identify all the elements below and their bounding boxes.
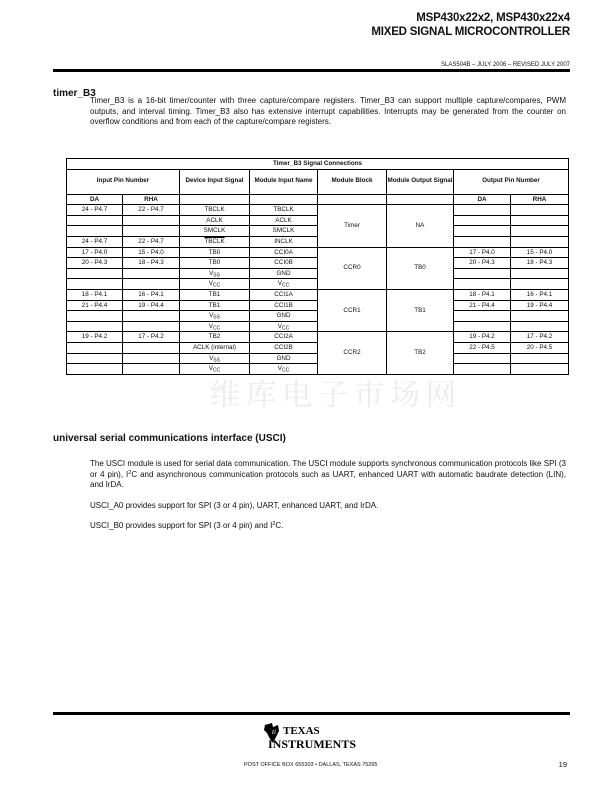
logo-line-2: INSTRUMENTS: [268, 737, 357, 751]
logo-line-1: TEXAS: [283, 725, 320, 737]
device-input-signal: [180, 236, 250, 247]
module-input-name-text: CCI0A: [274, 248, 293, 256]
title-line-1: MSP430x22x2, MSP430x22x4: [416, 12, 570, 24]
module-input-name: [250, 247, 318, 258]
output-pin-rha: 20 - P4.5: [511, 342, 569, 353]
watermark: 维库电子市场网: [210, 378, 462, 413]
device-input-signal: [180, 364, 250, 375]
module-output-signal: NA: [387, 205, 454, 247]
output-pin-da: 18 - P4.1: [454, 289, 511, 300]
input-pin-da: [67, 321, 123, 332]
column-header: Input Pin Number: [67, 169, 180, 194]
document-title: [371, 11, 570, 39]
module-input-name: [250, 321, 318, 332]
input-pin-rha: [123, 215, 180, 226]
output-pin-rha: [511, 353, 569, 364]
usci-heading: universal serial communications interface (USCI): [53, 433, 286, 444]
table-row: [67, 332, 569, 343]
input-pin-da: 24 - P4.7: [67, 205, 123, 216]
table-subheader-row: [67, 194, 569, 205]
input-pin-da: [67, 215, 123, 226]
module-block: CCR2: [318, 332, 387, 374]
output-pin-da: [454, 279, 511, 290]
device-input-signal-text: TB2: [208, 333, 221, 341]
module-input-name: [250, 279, 318, 290]
module-input-name: [250, 300, 318, 311]
input-pin-rha: 19 - P4.4: [123, 300, 180, 311]
texas-instruments-logo: [263, 721, 373, 751]
module-input-name-text: GND: [276, 354, 291, 362]
device-input-signal: [180, 321, 250, 332]
table-row: [67, 205, 569, 216]
subheader: RHA: [511, 194, 569, 205]
subheader: DA: [67, 194, 123, 205]
output-pin-da: 22 - P4.5: [454, 342, 511, 353]
module-input-name-text: TBCLK: [273, 206, 294, 214]
module-output-signal: TB2: [387, 332, 454, 374]
subheader: RHA: [123, 194, 180, 205]
input-pin-rha: 18 - P4.3: [123, 258, 180, 269]
column-header: Module Block: [318, 169, 387, 194]
output-pin-rha: 16 - P4.1: [511, 289, 569, 300]
header-rule: [53, 69, 570, 72]
device-input-signal: [180, 342, 250, 353]
device-input-signal-subscript: SS: [213, 357, 220, 363]
module-input-name-text: V: [277, 322, 282, 330]
usci-a0-paragraph: USCI_A0 provides support for SPI (3 or 4 pin), UART, enhanced UART, and IrDA.: [90, 501, 379, 510]
module-input-name: [250, 364, 318, 375]
device-input-signal-text: V: [209, 269, 214, 277]
device-input-signal-text: TBCLK: [204, 237, 225, 245]
module-input-name: [250, 311, 318, 322]
output-pin-rha: [511, 226, 569, 237]
module-input-name-text: V: [277, 365, 282, 373]
input-pin-da: [67, 279, 123, 290]
module-input-name-subscript: CC: [281, 367, 290, 374]
table-row: [67, 247, 569, 258]
device-input-signal: [180, 268, 250, 279]
module-input-name-subscript: CC: [281, 282, 290, 289]
input-pin-da: 24 - P4.7: [67, 236, 123, 247]
module-input-name: [250, 226, 318, 237]
module-input-name-text: GND: [276, 269, 291, 277]
module-block: Timer: [318, 205, 387, 247]
output-pin-da: 17 - P4.0: [454, 247, 511, 258]
input-pin-rha: [123, 353, 180, 364]
module-input-name-text: GND: [276, 312, 291, 320]
input-pin-da: [67, 226, 123, 237]
output-pin-da: [454, 321, 511, 332]
output-pin-rha: 17 - P4.2: [511, 332, 569, 343]
table-row: [67, 289, 569, 300]
device-input-signal: [180, 353, 250, 364]
device-input-signal-subscript: SS: [213, 314, 220, 321]
column-header: Module Input Name: [250, 169, 318, 194]
output-pin-rha: [511, 321, 569, 332]
output-pin-da: [454, 236, 511, 247]
module-input-name-text: SMCLK: [272, 227, 295, 235]
timer-b3-paragraph: Timer_B3 is a 16-bit timer/counter with three capture/compare registers. Timer_B3 can support multiple capture/compares, PWM outputs, and interval timing. Timer_B3 also has extensive interrupt capabilities. Interrupts may be generated from the counter on overflow conditions and from each of the capture/compare registers.: [90, 96, 566, 126]
table-header-row: [67, 169, 569, 194]
column-header: Module Output Signal: [387, 169, 454, 194]
device-input-signal-text: TB1: [208, 301, 221, 309]
input-pin-rha: [123, 364, 180, 375]
module-input-name-text: CCI2A: [274, 333, 293, 341]
input-pin-rha: 22 - P4.7: [123, 236, 180, 247]
footer-rule: [53, 712, 570, 715]
input-pin-da: [67, 353, 123, 364]
title-line-2: MIXED SIGNAL MICROCONTROLLER: [371, 26, 570, 38]
timer-b3-signal-table: [66, 158, 569, 375]
input-pin-rha: 17 - P4.2: [123, 332, 180, 343]
input-pin-da: [67, 342, 123, 353]
module-input-name-text: CCI0B: [274, 259, 293, 267]
device-input-signal: [180, 289, 250, 300]
output-pin-da: 21 - P4.4: [454, 300, 511, 311]
page-number: 19: [558, 760, 567, 769]
module-output-signal: TB0: [387, 247, 454, 289]
input-pin-rha: [123, 311, 180, 322]
module-block: CCR1: [318, 289, 387, 331]
module-input-name-subscript: CC: [281, 325, 290, 332]
output-pin-da: [454, 205, 511, 216]
device-input-signal-text: V: [208, 322, 213, 330]
device-input-signal: [180, 226, 250, 237]
subheader: DA: [454, 194, 511, 205]
device-input-signal: [180, 332, 250, 343]
device-input-signal-text: TB0: [208, 248, 221, 256]
input-pin-rha: 16 - P4.1: [123, 289, 180, 300]
device-input-signal-text: V: [208, 280, 213, 288]
module-input-name-text: CCI1B: [274, 301, 293, 309]
input-pin-rha: 22 - P4.7: [123, 205, 180, 216]
module-input-name-text: V: [277, 280, 282, 288]
device-input-signal: [180, 247, 250, 258]
device-input-signal: [180, 300, 250, 311]
device-input-signal-subscript: SS: [213, 272, 220, 279]
input-pin-rha: [123, 268, 180, 279]
module-input-name: [250, 215, 318, 226]
device-input-signal-text: TBCLK: [204, 206, 225, 214]
output-pin-rha: [511, 215, 569, 226]
input-pin-da: [67, 364, 123, 375]
output-pin-da: [454, 364, 511, 375]
module-output-signal: TB1: [387, 289, 454, 331]
input-pin-rha: [123, 226, 180, 237]
module-input-name: [250, 332, 318, 343]
device-input-signal-text: TB1: [208, 290, 221, 298]
output-pin-da: [454, 226, 511, 237]
device-input-signal: [180, 311, 250, 322]
usci-paragraph-1: The USCI module is used for serial data communication. The USCI module supports synchronous communication protocols like SPI (3 or 4 pin), $I^2C$ and asynchronous communication protocols such as UART, enhanced UART with automatic baudrate detection (LIN), and IrDA.: [90, 459, 566, 489]
table-caption: Timer_B3 Signal Connections: [67, 159, 569, 170]
module-input-name-text: INCLK: [274, 237, 293, 245]
input-pin-rha: 15 - P4.0: [123, 247, 180, 258]
output-pin-rha: [511, 236, 569, 247]
input-pin-da: [67, 268, 123, 279]
output-pin-da: [454, 353, 511, 364]
device-input-signal-text: V: [209, 312, 214, 320]
empty-subheader: [387, 194, 454, 205]
device-input-signal-text: V: [208, 365, 213, 373]
module-input-name: [250, 236, 318, 247]
input-pin-rha: [123, 342, 180, 353]
output-pin-rha: 18 - P4.3: [511, 258, 569, 269]
usci-b0-paragraph: USCI_B0 provides support for SPI (3 or 4 pin) and $I^2C$.: [90, 521, 284, 530]
input-pin-da: 17 - P4.0: [67, 247, 123, 258]
output-pin-da: 19 - P4.2: [454, 332, 511, 343]
module-input-name: [250, 258, 318, 269]
module-input-name-text: CCI1A: [274, 290, 293, 298]
output-pin-da: [454, 311, 511, 322]
input-pin-rha: [123, 279, 180, 290]
module-input-name: [250, 289, 318, 300]
input-pin-da: [67, 311, 123, 322]
device-input-signal-text: ACLK (internal): [192, 343, 237, 351]
output-pin-da: [454, 215, 511, 226]
empty-subheader: [180, 194, 250, 205]
module-input-name: [250, 205, 318, 216]
input-pin-da: 18 - P4.1: [67, 289, 123, 300]
device-input-signal: [180, 258, 250, 269]
empty-subheader: [318, 194, 387, 205]
output-pin-rha: [511, 279, 569, 290]
device-input-signal: [180, 215, 250, 226]
device-input-signal-text: TB0: [208, 259, 221, 267]
module-input-name-text: ACLK: [275, 216, 292, 224]
column-header: Output Pin Number: [454, 169, 569, 194]
module-input-name: [250, 353, 318, 364]
device-input-signal-subscript: CC: [212, 282, 221, 289]
svg-text:ti: ti: [272, 728, 276, 736]
document-id: SLAS504B – JULY 2006 – REVISED JULY 2007: [441, 62, 570, 68]
device-input-signal-subscript: CC: [212, 325, 221, 332]
device-input-signal: [180, 279, 250, 290]
output-pin-rha: [511, 311, 569, 322]
input-pin-rha: [123, 321, 180, 332]
module-input-name: [250, 342, 318, 353]
output-pin-rha: [511, 364, 569, 375]
output-pin-da: 20 - P4.3: [454, 258, 511, 269]
module-input-name: [250, 268, 318, 279]
module-block: CCR0: [318, 247, 387, 289]
timer-b3-heading: timer_B3: [53, 88, 96, 99]
output-pin-rha: 19 - P4.4: [511, 300, 569, 311]
output-pin-da: [454, 268, 511, 279]
device-input-signal-subscript: CC: [212, 367, 221, 374]
device-input-signal-text: ACLK: [206, 216, 223, 224]
output-pin-rha: [511, 205, 569, 216]
device-input-signal-text: SMCLK: [203, 227, 226, 235]
module-input-name-text: CCI2B: [274, 343, 293, 351]
device-input-signal-text: V: [209, 354, 214, 362]
input-pin-da: 21 - P4.4: [67, 300, 123, 311]
output-pin-rha: 15 - P4.0: [511, 247, 569, 258]
footer-address: POST OFFICE BOX 655303 • DALLAS, TEXAS 75265: [244, 762, 378, 768]
device-input-signal: [180, 205, 250, 216]
output-pin-rha: [511, 268, 569, 279]
column-header: Device Input Signal: [180, 169, 250, 194]
input-pin-da: 20 - P4.3: [67, 258, 123, 269]
empty-subheader: [250, 194, 318, 205]
input-pin-da: 19 - P4.2: [67, 332, 123, 343]
